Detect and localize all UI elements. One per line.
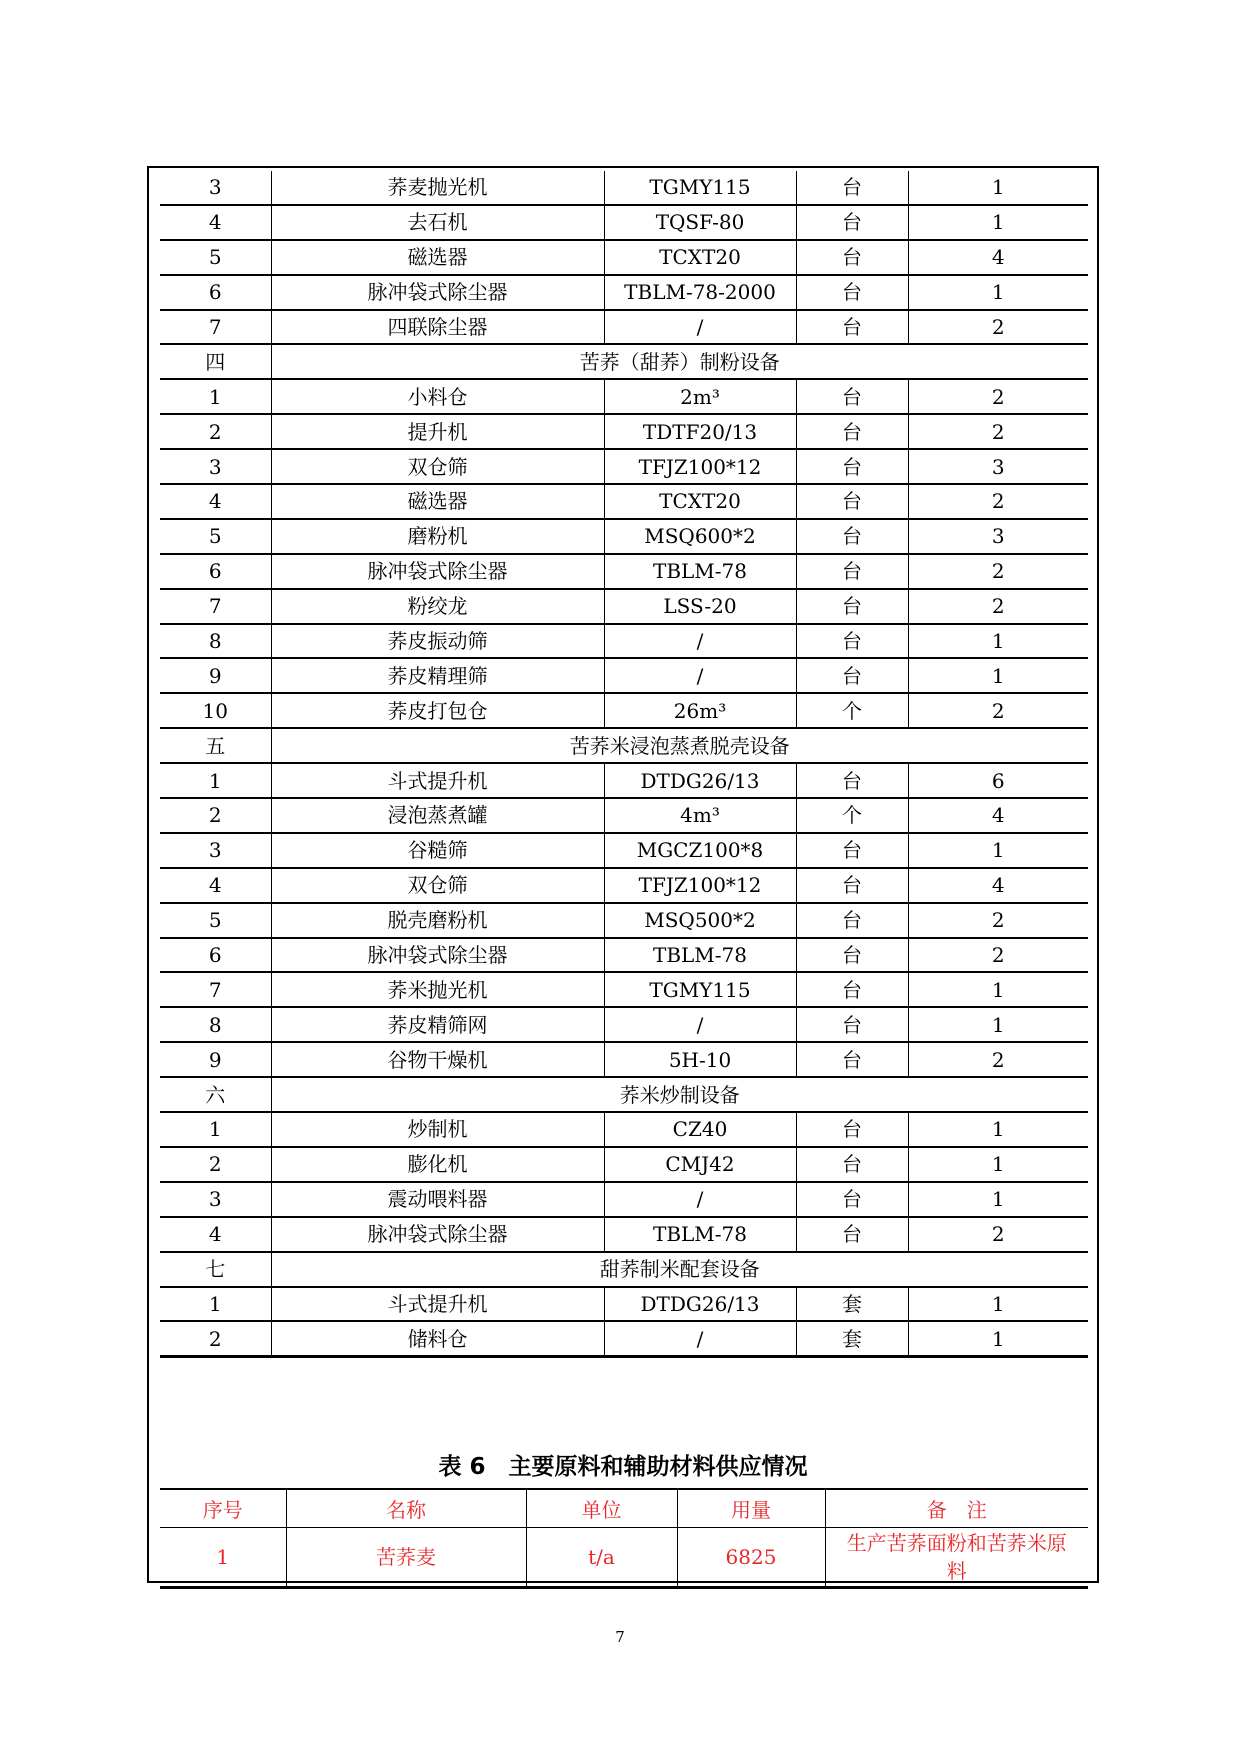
cell-name: 储料仓 [271,1321,604,1356]
cell-no: 6 [160,554,271,589]
cell-unit: 台 [796,554,908,589]
cell-unit: 个 [796,693,908,728]
cell-no: 6 [160,938,271,973]
cell-qty: 2 [908,1042,1088,1077]
cell-name: 脉冲袋式除尘器 [271,554,604,589]
header-cell: 名称 [286,1489,526,1528]
table6-caption: 表 6 主要原料和辅助材料供应情况 [438,1454,808,1480]
section-row [160,344,1088,379]
cell-model: TFJZ100*12 [604,449,796,484]
cell-model: 2m³ [604,379,796,414]
cell-qty: 3 [908,519,1088,554]
cell-model: 4m³ [604,798,796,833]
cell-qty: 1 [908,205,1088,240]
table-cell: t/a [526,1528,677,1588]
cell-model: / [604,658,796,693]
cell-unit: 台 [796,379,908,414]
table-row [160,1321,1088,1356]
cell-name: 脉冲袋式除尘器 [271,938,604,973]
cell-name: 斗式提升机 [271,763,604,798]
cell-qty: 4 [908,240,1088,275]
cell-qty: 2 [908,903,1088,938]
cell-name: 斗式提升机 [271,1287,604,1322]
cell-model: TBLM-78 [604,554,796,589]
cell-no: 4 [160,1217,271,1252]
cell-no: 5 [160,519,271,554]
cell-no: 4 [160,868,271,903]
table-row [160,833,1088,868]
table-row [160,484,1088,519]
table-row [160,275,1088,310]
table-row [160,903,1088,938]
cell-model: MSQ600*2 [604,519,796,554]
table-row [160,240,1088,275]
cell-model: 26m³ [604,693,796,728]
cell-no: 7 [160,310,271,345]
table-row [160,589,1088,624]
cell-no: 4 [160,205,271,240]
cell-qty: 3 [908,449,1088,484]
cell-unit: 台 [796,1182,908,1217]
table-row [160,763,1088,798]
cell-model: / [604,1182,796,1217]
cell-model: TDTF20/13 [604,414,796,449]
cell-name: 荞麦抛光机 [271,171,604,205]
cell-qty: 1 [908,658,1088,693]
cell-no: 2 [160,414,271,449]
materials-header-row [160,1489,1088,1528]
cell-model: 5H-10 [604,1042,796,1077]
cell-qty: 2 [908,554,1088,589]
cell-qty: 2 [908,1217,1088,1252]
cell-no: 3 [160,171,271,205]
cell-unit: 台 [796,519,908,554]
section-title: 甜荞制米配套设备 [271,1252,1088,1287]
cell-qty: 4 [908,868,1088,903]
cell-no: 1 [160,763,271,798]
cell-model: TCXT20 [604,240,796,275]
table-row [160,798,1088,833]
cell-unit: 台 [796,275,908,310]
section-number: 四 [160,344,271,379]
cell-qty: 1 [908,1182,1088,1217]
cell-qty: 2 [908,938,1088,973]
cell-unit: 台 [796,972,908,1007]
table-row [160,1007,1088,1042]
cell-model: CZ40 [604,1112,796,1147]
cell-unit: 台 [796,1147,908,1182]
cell-unit: 台 [796,1007,908,1042]
cell-model: / [604,1007,796,1042]
cell-name: 荞皮打包仓 [271,693,604,728]
cell-no: 6 [160,275,271,310]
cell-qty: 1 [908,171,1088,205]
table-row [160,519,1088,554]
cell-model: DTDG26/13 [604,763,796,798]
cell-qty: 1 [908,275,1088,310]
cell-qty: 1 [908,1007,1088,1042]
cell-name: 荞皮精筛网 [271,1007,604,1042]
cell-no: 7 [160,972,271,1007]
cell-unit: 台 [796,833,908,868]
cell-no: 2 [160,1147,271,1182]
cell-name: 脱壳磨粉机 [271,903,604,938]
table-row [160,205,1088,240]
cell-no: 1 [160,1287,271,1322]
table-row [160,1217,1088,1252]
cell-name: 粉绞龙 [271,589,604,624]
section-row [160,728,1088,763]
table-row [160,658,1088,693]
section-number: 五 [160,728,271,763]
materials-table [160,1488,1088,1589]
header-cell: 备 注 [825,1489,1088,1528]
cell-name: 四联除尘器 [271,310,604,345]
cell-qty: 2 [908,414,1088,449]
cell-name: 磁选器 [271,484,604,519]
cell-unit: 台 [796,310,908,345]
cell-model: / [604,310,796,345]
cell-model: TCXT20 [604,484,796,519]
table-row [160,972,1088,1007]
table-cell: 生产苦荞面粉和苦荞米原料 [825,1528,1088,1588]
cell-no: 8 [160,624,271,659]
cell-no: 3 [160,1182,271,1217]
cell-qty: 1 [908,1321,1088,1356]
cell-name: 炒制机 [271,1112,604,1147]
cell-no: 4 [160,484,271,519]
cell-qty: 2 [908,379,1088,414]
cell-name: 双仓筛 [271,868,604,903]
cell-model: / [604,1321,796,1356]
cell-no: 2 [160,798,271,833]
cell-qty: 1 [908,972,1088,1007]
cell-model: TBLM-78 [604,1217,796,1252]
cell-unit: 台 [796,1112,908,1147]
cell-model: / [604,624,796,659]
cell-unit: 台 [796,484,908,519]
cell-name: 提升机 [271,414,604,449]
cell-qty: 4 [908,798,1088,833]
table-cell: 苦荞麦 [286,1528,526,1588]
cell-qty: 2 [908,484,1088,519]
table-row [160,1112,1088,1147]
section-title: 荞米炒制设备 [271,1077,1088,1112]
table-row [160,171,1088,205]
cell-unit: 台 [796,205,908,240]
cell-no: 3 [160,833,271,868]
cell-unit: 台 [796,868,908,903]
cell-name: 荞皮精理筛 [271,658,604,693]
cell-unit: 台 [796,763,908,798]
table-row [160,1042,1088,1077]
cell-no: 10 [160,693,271,728]
cell-model: DTDG26/13 [604,1287,796,1322]
cell-name: 谷糙筛 [271,833,604,868]
cell-unit: 台 [796,171,908,205]
cell-unit: 套 [796,1287,908,1322]
cell-model: TQSF-80 [604,205,796,240]
cell-model: TFJZ100*12 [604,868,796,903]
cell-qty: 1 [908,1287,1088,1322]
cell-qty: 2 [908,310,1088,345]
cell-model: LSS-20 [604,589,796,624]
cell-model: CMJ42 [604,1147,796,1182]
cell-name: 荞米抛光机 [271,972,604,1007]
cell-no: 3 [160,449,271,484]
cell-name: 脉冲袋式除尘器 [271,275,604,310]
equipment-table-body [160,171,1088,1357]
table-row [160,938,1088,973]
cell-name: 谷物干燥机 [271,1042,604,1077]
cell-unit: 台 [796,240,908,275]
section-title: 苦荞（甜荞）制粉设备 [271,344,1088,379]
section-number: 六 [160,1077,271,1112]
cell-name: 磁选器 [271,240,604,275]
cell-name: 浸泡蒸煮罐 [271,798,604,833]
section-row [160,1077,1088,1112]
header-cell: 单位 [526,1489,677,1528]
cell-unit: 台 [796,589,908,624]
cell-name: 双仓筛 [271,449,604,484]
cell-unit: 台 [796,1217,908,1252]
cell-no: 1 [160,379,271,414]
cell-unit: 台 [796,449,908,484]
cell-model: MGCZ100*8 [604,833,796,868]
table-row [160,1147,1088,1182]
section-row [160,1252,1088,1287]
table-row [160,868,1088,903]
table-row [160,624,1088,659]
table-cell: 6825 [677,1528,825,1588]
cell-unit: 套 [796,1321,908,1356]
cell-unit: 台 [796,658,908,693]
cell-qty: 1 [908,1112,1088,1147]
cell-unit: 台 [796,414,908,449]
cell-unit: 台 [796,938,908,973]
table-row [160,1182,1088,1217]
cell-no: 7 [160,589,271,624]
cell-name: 磨粉机 [271,519,604,554]
cell-model: TGMY115 [604,171,796,205]
table-row [160,414,1088,449]
cell-qty: 2 [908,693,1088,728]
cell-no: 9 [160,1042,271,1077]
cell-name: 荞皮振动筛 [271,624,604,659]
page-number: 7 [615,1628,625,1646]
cell-unit: 台 [796,624,908,659]
table-row [160,379,1088,414]
cell-name: 震动喂料器 [271,1182,604,1217]
table-cell: 1 [160,1528,286,1588]
cell-qty: 1 [908,624,1088,659]
table-row [160,310,1088,345]
cell-model: TBLM-78 [604,938,796,973]
section-number: 七 [160,1252,271,1287]
section-title: 苦荞米浸泡蒸煮脱壳设备 [271,728,1088,763]
cell-qty: 6 [908,763,1088,798]
table-row [160,1287,1088,1322]
cell-unit: 个 [796,798,908,833]
cell-name: 膨化机 [271,1147,604,1182]
cell-unit: 台 [796,1042,908,1077]
cell-name: 小料仓 [271,379,604,414]
cell-model: TBLM-78-2000 [604,275,796,310]
equipment-table [160,171,1088,1358]
cell-no: 1 [160,1112,271,1147]
cell-no: 8 [160,1007,271,1042]
cell-name: 脉冲袋式除尘器 [271,1217,604,1252]
cell-qty: 2 [908,589,1088,624]
cell-name: 去石机 [271,205,604,240]
cell-model: TGMY115 [604,972,796,1007]
cell-no: 9 [160,658,271,693]
table-row [160,449,1088,484]
cell-unit: 台 [796,903,908,938]
header-cell: 序号 [160,1489,286,1528]
table-row [160,554,1088,589]
cell-no: 5 [160,240,271,275]
table-row [160,693,1088,728]
header-cell: 用量 [677,1489,825,1528]
cell-qty: 1 [908,1147,1088,1182]
table-row [160,1528,1088,1588]
cell-qty: 1 [908,833,1088,868]
cell-model: MSQ500*2 [604,903,796,938]
cell-no: 5 [160,903,271,938]
cell-no: 2 [160,1321,271,1356]
